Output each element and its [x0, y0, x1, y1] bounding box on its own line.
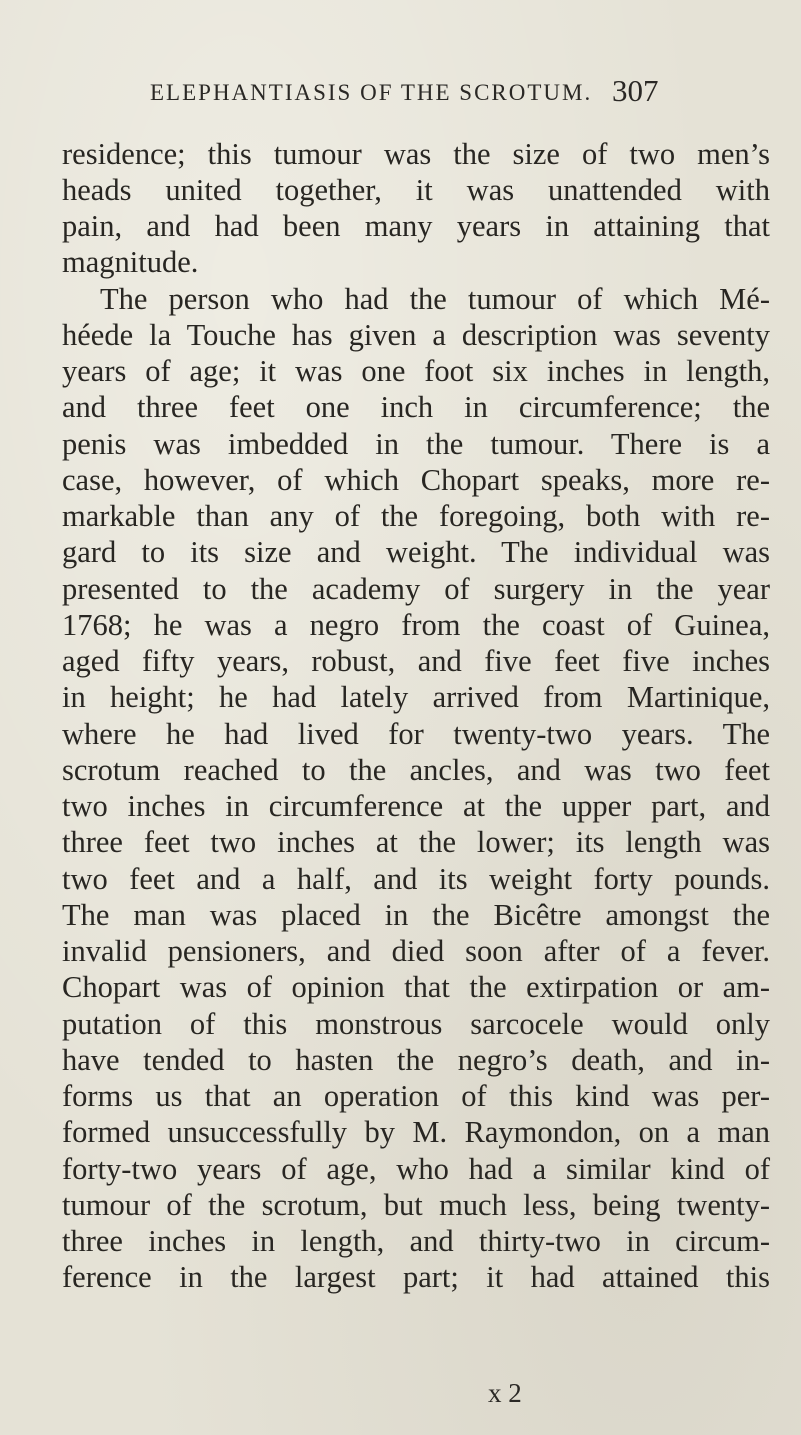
text-line: forms us that an operation of this kind was per- [62, 1079, 770, 1113]
text-line: presented to the academy of surgery in the year [62, 572, 770, 606]
text-line: heads united together, it was unattended with [62, 173, 770, 207]
text-line: putation of this monstrous sarcocele would only [62, 1007, 770, 1041]
text-line: penis was imbedded in the tumour. There is a [62, 427, 770, 461]
text-line: forty-two years of age, who had a similar kind of [62, 1152, 770, 1186]
text-line: case, however, of which Chopart speaks, more re- [62, 463, 770, 497]
running-head: ELEPHANTIASIS OF THE SCROTUM. [150, 80, 593, 105]
text-line: where he had lived for twenty-two years. The [62, 717, 770, 751]
text-line: in height; he had lately arrived from Martinique, [62, 680, 770, 714]
text-line: The person who had the tumour of which Mé- [100, 282, 770, 316]
text-line: have tended to hasten the negro’s death, and in- [62, 1043, 770, 1077]
text-line: residence; this tumour was the size of two men’s [62, 137, 770, 171]
text-line: three feet two inches at the lower; its length was [62, 825, 770, 859]
text-line: tumour of the scrotum, but much less, being twenty- [62, 1188, 770, 1222]
text-line: 1768; he was a negro from the coast of Guinea, [62, 608, 770, 642]
text-line: formed unsuccessfully by M. Raymondon, on a man [62, 1115, 770, 1149]
page-number: 307 [612, 73, 659, 108]
text-line: two inches in circumference at the upper part, and [62, 789, 770, 823]
text-line: invalid pensioners, and died soon after of a fever. [62, 934, 770, 968]
text-line: aged fifty years, robust, and five feet five inches [62, 644, 770, 678]
text-line: and three feet one inch in circumference; the [62, 390, 770, 424]
text-line: scrotum reached to the ancles, and was two feet [62, 753, 770, 787]
text-line: gard to its size and weight. The individual was [62, 535, 770, 569]
text-line: two feet and a half, and its weight forty pounds. [62, 862, 770, 896]
signature-mark: x 2 [488, 1378, 522, 1408]
text-line: years of age; it was one foot six inches in length, [62, 354, 770, 388]
text-line: Chopart was of opinion that the extirpation or am- [62, 970, 770, 1004]
text-line: ference in the largest part; it had attained this [62, 1260, 770, 1294]
text-line: pain, and had been many years in attaining that [62, 209, 770, 243]
text-line: The man was placed in the Bicêtre amongst the [62, 898, 770, 932]
text-line: markable than any of the foregoing, both with re- [62, 499, 770, 533]
text-line: three inches in length, and thirty-two in circum- [62, 1224, 770, 1258]
text-line: magnitude. [62, 245, 199, 279]
text-line: héede la Touche has given a description was seventy [62, 318, 770, 352]
